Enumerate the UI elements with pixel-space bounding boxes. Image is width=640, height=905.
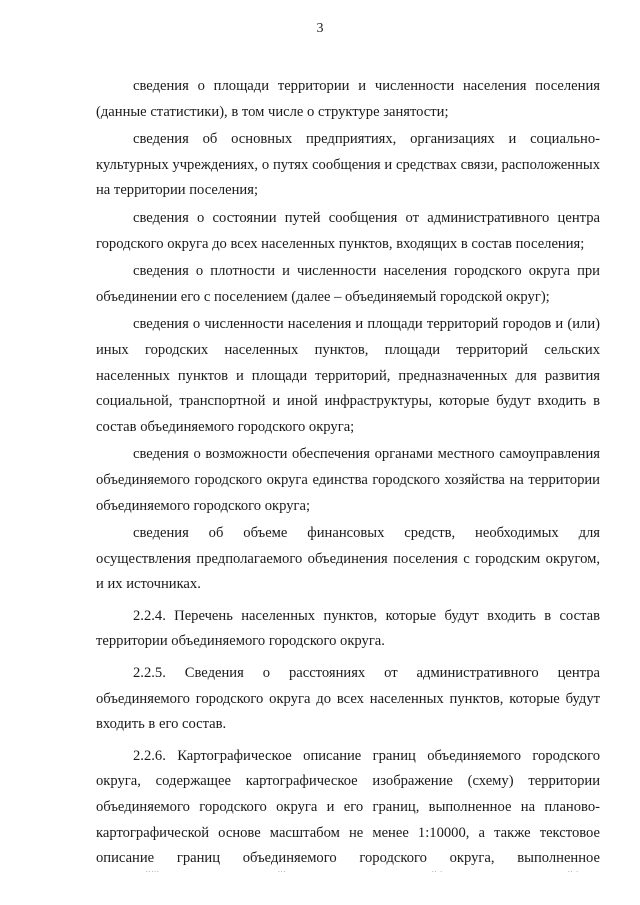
paragraph-finances: сведения об объеме финансовых средств, необходимых для осуществления предполагаемого объединения поселения с городским округом, и их источниках. [96,525,600,593]
paragraph-roads-state: сведения о состоянии путей сообщения от административного центра городского округа до всех населенных пунктов, входящих в состав поселения; [96,209,600,252]
paragraph-2-2-4: 2.2.4. Перечень населенных пунктов, которые будут входить в состав территории объединяемого городского округа. [96,607,600,650]
scan-dot: ..... [146,866,160,874]
page-number: 3 [316,21,324,36]
scan-dot: ... [278,866,287,874]
paragraph-2-2-5: 2.2.5. Сведения о расстояниях от административного центра объединяемого городского округа до всех населенных пунктов, которые будут входить в его состав. [96,665,600,733]
paragraph-2-2-6: 2.2.6. Картографическое описание границ объединяемого городского округа, содержащее картографическое изображение (схему) территории объединяемого городского округа и его границ, выполненное на планово-картографической основе масштабом не менее 1:10000, а также текстовое описание границ объединяемого городского округа, выполненное [96,747,600,867]
paragraph-enterprises: сведения об основных предприятиях, организациях и социально-культурных учреждениях, о путях сообщения и средствах связи, расположенных на территории поселения; [96,131,600,199]
scan-dot: .. . [432,866,443,874]
paragraph-density: сведения о плотности и численности населения городского округа при объединении его с поселением (далее – объединяемый городской округ); [96,263,600,305]
scan-artifacts [0,866,640,876]
paragraph-self-government: сведения о возможности обеспечения органами местного самоуправления объединяемого городского округа единства городского хозяйства на территории объединяемого городского округа; [96,446,600,514]
paragraph-population-area: сведения о площади территории и численности населения поселения (данные статистики), в том числе о структуре занятости; [96,78,600,120]
paragraph-territories: сведения о численности населения и площади территорий городов и (или) иных городских населенных пунктов, площади территорий сельских населенных пунктов и площади территорий, предназначенных для развития социальной, транспортной и иной инфраструктуры, которые будут входить в состав объединяемого городского округа; [96,316,600,435]
scan-dot: .. . [568,866,579,874]
document-body [96,74,600,874]
